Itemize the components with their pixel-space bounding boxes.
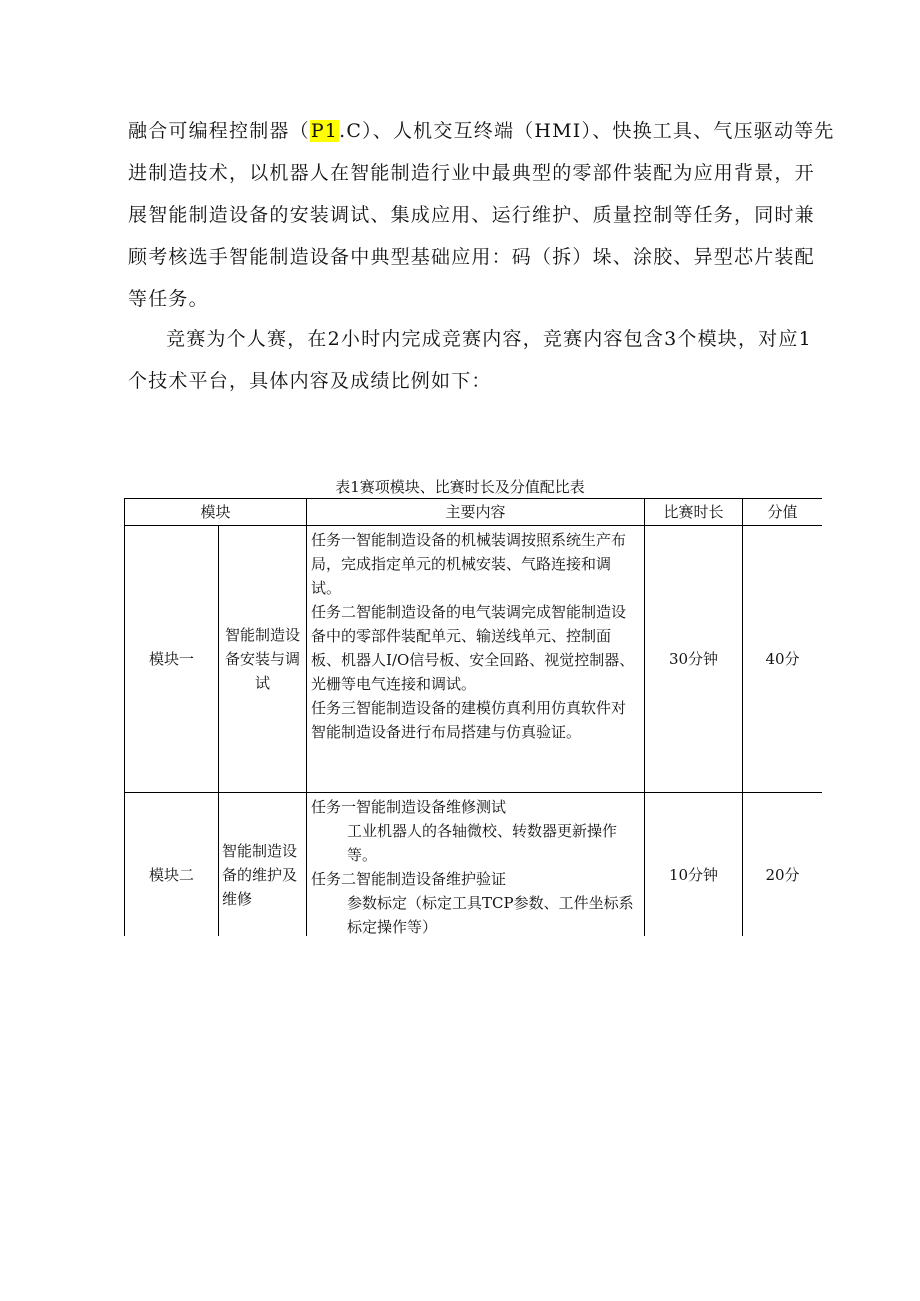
paragraph-line: 展智能制造设备的安装调试、集成应用、运行维护、质量控制等任务，同时兼	[128, 204, 815, 226]
paragraph-line: 进制造技术，以机器人在智能制造行业中最典型的零部件装配为应用背景，开	[128, 162, 815, 184]
paragraph-line: 个技术平台，具体内容及成绩比例如下：	[128, 370, 492, 392]
table-row	[125, 526, 823, 793]
paragraph-line: 等任务。	[128, 288, 209, 310]
task-text: 任务一智能制造设备的机械装调按照系统生产布局，完成指定单元的机械安装、气路连接和调试。	[311, 531, 627, 597]
table-header-row	[125, 499, 823, 526]
text-run: 融合可编程控制器（	[128, 120, 310, 142]
score-cell: 40分	[743, 526, 822, 793]
content-cell	[307, 526, 645, 793]
task-text: 参数标定（标定工具TCP参数、工件坐标系标定操作等）	[347, 894, 634, 936]
task-text: 任务二智能制造设备的电气装调完成智能制造设备中的零部件装配单元、输送线单元、控制面板、机器人I/O信号板、安全回路、视觉控制器、光栅等电气连接和调试。	[311, 603, 635, 693]
highlighted-text: P1	[310, 120, 339, 142]
task-text: 任务一智能制造设备维修测试	[311, 798, 507, 816]
module-table	[124, 498, 822, 936]
duration-cell: 10分钟	[645, 793, 743, 937]
task-text: 任务三智能制造设备的建模仿真利用仿真软件对智能制造设备进行布局搭建与仿真验证。	[311, 699, 627, 741]
paragraph-line	[128, 110, 835, 152]
content-cell	[307, 793, 645, 937]
task-text: 任务二智能制造设备维护验证	[311, 870, 507, 888]
task-text: 工业机器人的各轴微校、转数器更新操作等。	[347, 822, 618, 864]
module-name-cell: 智能制造设备的维护及维修	[219, 793, 307, 937]
score-cell: 20分	[743, 793, 822, 937]
module-table-wrapper	[124, 498, 822, 936]
module-cell: 模块二	[125, 793, 219, 937]
header-content: 主要内容	[307, 499, 645, 526]
header-module: 模块	[125, 499, 307, 526]
paragraph-line: 竞赛为个人赛，在2小时内完成竞赛内容，竞赛内容包含3个模块，对应1	[166, 328, 812, 350]
duration-cell: 30分钟	[645, 526, 743, 793]
module-cell: 模块一	[125, 526, 219, 793]
header-score: 分值	[743, 499, 822, 526]
table-row	[125, 793, 823, 937]
intro-paragraph	[128, 110, 835, 320]
header-duration: 比赛时长	[645, 499, 743, 526]
competition-paragraph	[128, 318, 812, 402]
table-caption: 表1赛项模块、比赛时长及分值配比表	[335, 478, 585, 496]
module-name-cell: 智能制造设备安装与调试	[219, 526, 307, 793]
text-run: .C）、人机交互终端（HMI）、快换工具、气压驱动等先	[339, 120, 835, 142]
paragraph-line: 顾考核选手智能制造设备中典型基础应用：码（拆）垛、涂胶、异型芯片装配	[128, 246, 815, 268]
